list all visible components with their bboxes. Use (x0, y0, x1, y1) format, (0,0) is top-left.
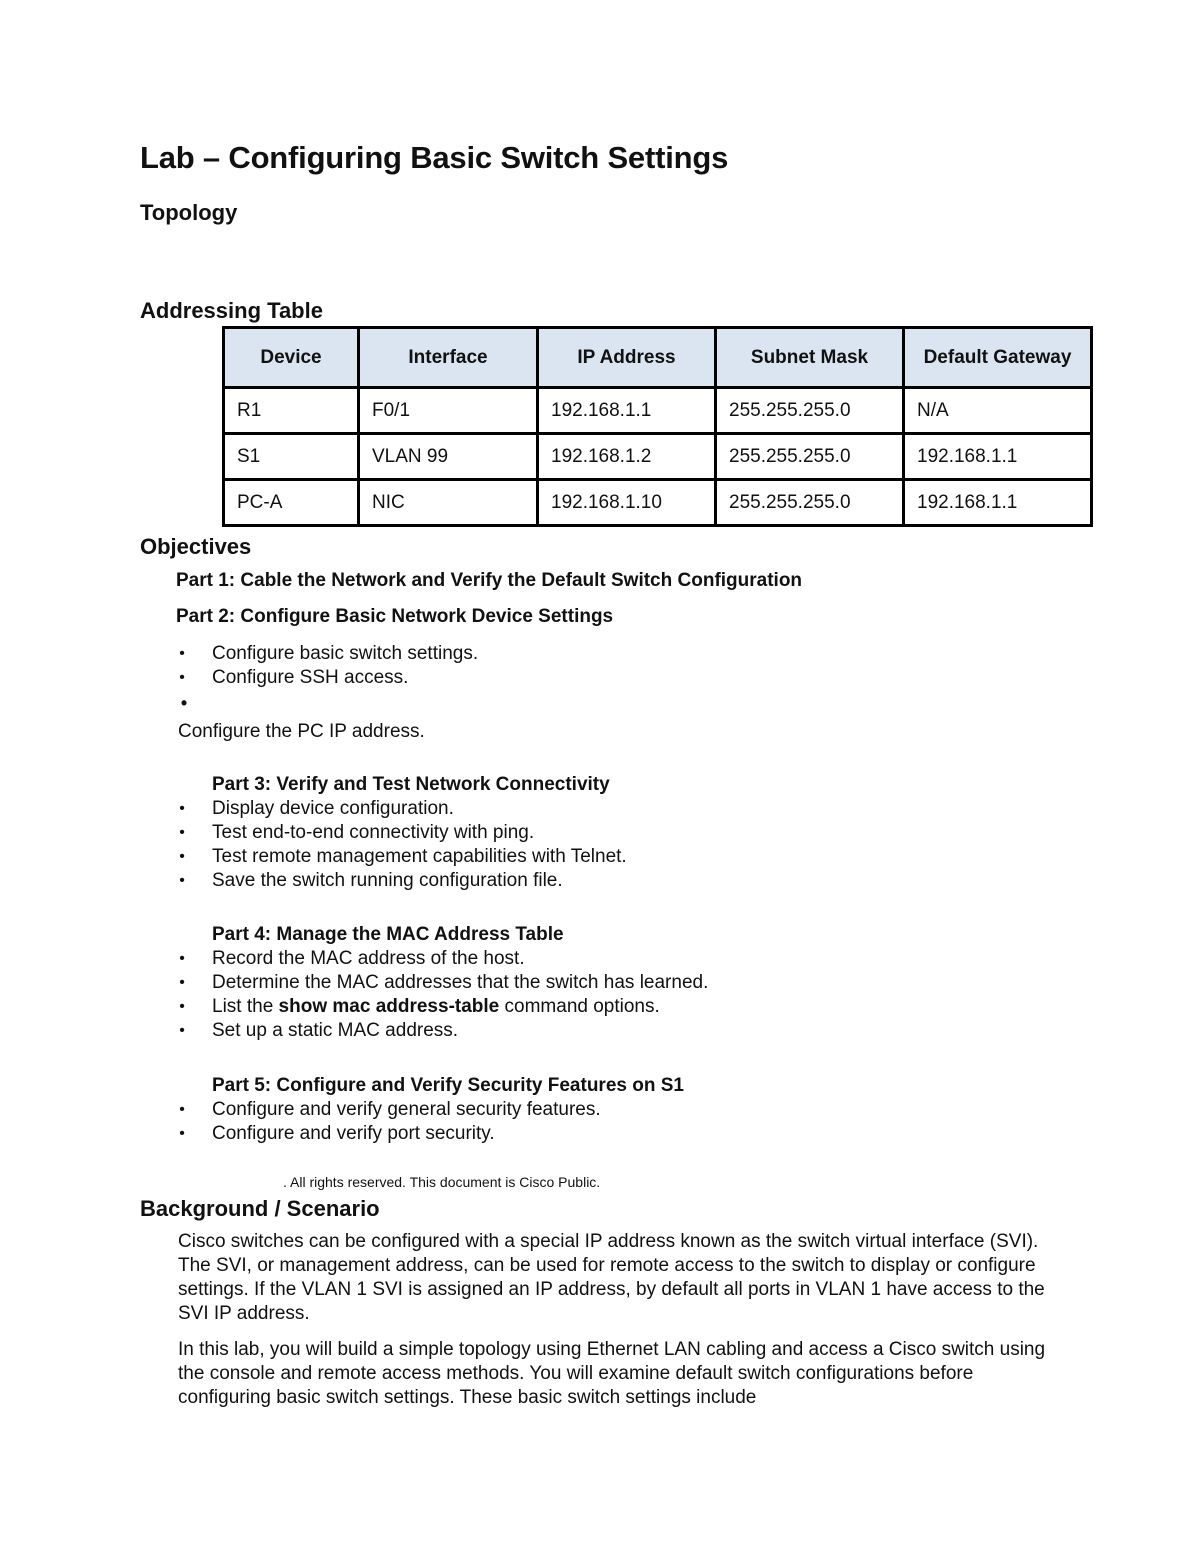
header-ip-address: IP Address (538, 328, 716, 388)
header-interface: Interface (359, 328, 538, 388)
table-cell: NIC (359, 480, 538, 526)
header-default-gateway: Default Gateway (904, 328, 1092, 388)
part4-heading: Part 4: Manage the MAC Address Table (212, 924, 564, 945)
list-item-text: List the (212, 996, 279, 1017)
part3-heading: Part 3: Verify and Test Network Connectivity (212, 774, 610, 795)
bullet: • (179, 1022, 185, 1039)
bullet: • (179, 1101, 185, 1118)
table-cell: VLAN 99 (359, 434, 538, 480)
addressing-table-heading: Addressing Table (140, 298, 323, 323)
list-item: Record the MAC address of the host. (212, 948, 525, 969)
bullet: • (179, 998, 185, 1015)
table-cell: 255.255.255.0 (716, 434, 904, 480)
list-item: Configure the PC IP address. (178, 721, 425, 742)
table-cell: 192.168.1.10 (538, 480, 716, 526)
table-row (224, 480, 1092, 526)
bullet: • (179, 974, 185, 991)
header-device: Device (224, 328, 359, 388)
bullet: • (180, 693, 188, 713)
bullet: • (179, 872, 185, 889)
bullet: • (179, 800, 185, 817)
copyright-note: . All rights reserved. This document is Cisco Public. (283, 1174, 601, 1190)
objectives-heading: Objectives (140, 534, 252, 559)
bullet: • (179, 848, 185, 865)
list-item (212, 996, 660, 1018)
table-cell: 192.168.1.2 (538, 434, 716, 480)
background-heading: Background / Scenario (140, 1196, 380, 1221)
table-cell: 192.168.1.1 (538, 388, 716, 434)
table-cell: S1 (224, 434, 359, 480)
list-item: Test end-to-end connectivity with ping. (212, 822, 535, 843)
part2-heading: Part 2: Configure Basic Network Device Settings (176, 606, 614, 627)
table-cell: 255.255.255.0 (716, 480, 904, 526)
bullet: • (179, 645, 185, 662)
command-name: show mac address-table (278, 996, 500, 1017)
list-item: Save the switch running configuration file. (212, 870, 563, 891)
list-item: Test remote management capabilities with Telnet. (212, 846, 627, 867)
list-item: Configure SSH access. (212, 667, 409, 688)
table-header-row (224, 328, 1092, 388)
topology-heading: Topology (140, 200, 238, 225)
table-cell: R1 (224, 388, 359, 434)
list-item: Determine the MAC addresses that the switch has learned. (212, 972, 709, 993)
list-item: Display device configuration. (212, 798, 454, 819)
bullet: • (179, 1125, 185, 1142)
addressing-table (222, 326, 1093, 527)
table-row (224, 388, 1092, 434)
list-item: Configure and verify general security features. (212, 1099, 601, 1120)
table-cell: 192.168.1.1 (904, 434, 1092, 480)
table-cell: N/A (904, 388, 1092, 434)
background-paragraph-2: In this lab, you will build a simple topology using Ethernet LAN cabling and access a Cisco switch using the console and remote access methods. You will examine default switch configurations before configuring basic switch settings. These basic switch settings include (178, 1339, 1046, 1408)
page-title: Lab – Configuring Basic Switch Settings (140, 140, 729, 175)
bullet: • (179, 950, 185, 967)
bullet: • (179, 824, 185, 841)
list-item: Configure basic switch settings. (212, 643, 479, 664)
bullet: • (179, 669, 185, 686)
table-cell: 255.255.255.0 (716, 388, 904, 434)
table-cell: 192.168.1.1 (904, 480, 1092, 526)
list-item-text: command options. (499, 996, 660, 1017)
list-item: Configure and verify port security. (212, 1123, 495, 1144)
table-row (224, 434, 1092, 480)
part1-heading: Part 1: Cable the Network and Verify the Default Switch Configuration (176, 570, 803, 591)
part5-heading: Part 5: Configure and Verify Security Features on S1 (212, 1075, 684, 1096)
table-cell: F0/1 (359, 388, 538, 434)
header-subnet-mask: Subnet Mask (716, 328, 904, 388)
background-paragraph-1: Cisco switches can be configured with a special IP address known as the switch virtual interface (SVI). The SVI, or management address, can be used for remote access to the switch to display or configure settings. If the VLAN 1 SVI is assigned an IP address, by default all ports in VLAN 1 have access to the SVI IP address. (178, 1231, 1045, 1324)
table-cell: PC-A (224, 480, 359, 526)
list-item: Set up a static MAC address. (212, 1020, 459, 1041)
